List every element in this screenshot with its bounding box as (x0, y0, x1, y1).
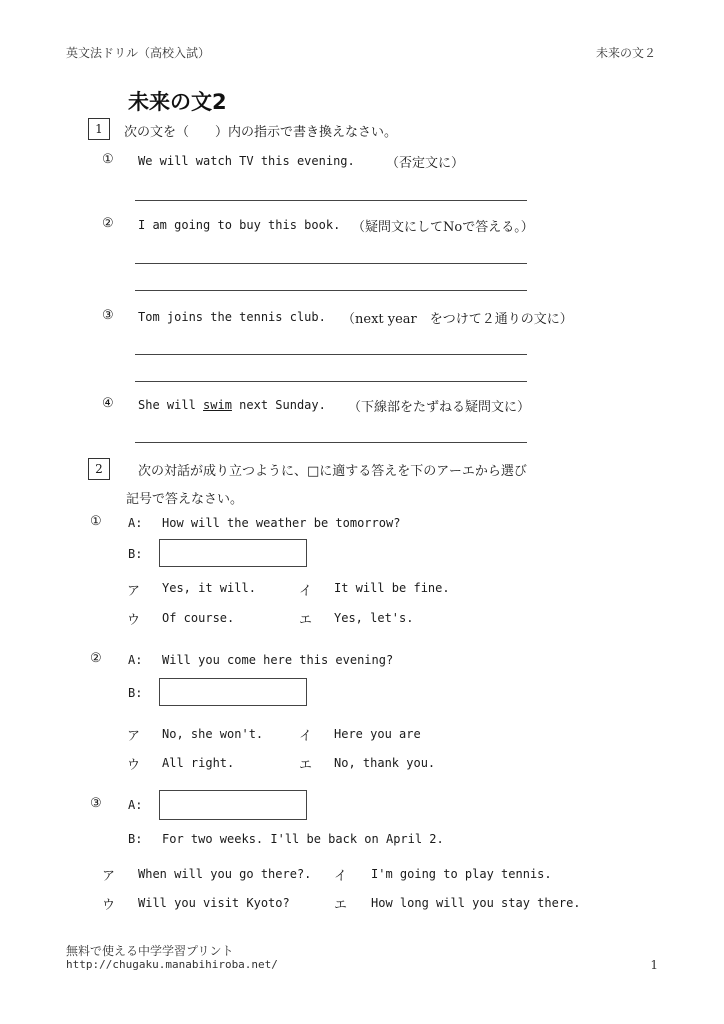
q1-3-answer-line-2[interactable] (135, 381, 527, 382)
q1-4-hint: （下線部をたずねる疑問文に） (348, 400, 531, 415)
q2-1-answer-box[interactable] (159, 539, 307, 567)
q1-1-answer-line[interactable] (135, 200, 527, 201)
q1-2-answer-line-2[interactable] (135, 290, 527, 291)
q1-3-marker: ③ (102, 308, 114, 323)
q2-2-option-e-text: No, thank you. (334, 756, 436, 770)
section-1-number: 1 (88, 118, 110, 140)
q2-2-option-e-label: エ (299, 758, 313, 773)
q1-4-underlined-word: swim (203, 398, 232, 412)
q2-1-option-u-label: ウ (127, 613, 141, 628)
q1-1-hint: （否定文に） (386, 156, 465, 171)
q2-1-option-e-label: エ (299, 613, 313, 628)
q2-1-option-u-text: Of course. (162, 611, 235, 625)
q2-3-option-i-text: I'm going to play tennis. (371, 867, 552, 881)
q2-2-option-i-text: Here you are (334, 727, 421, 741)
q2-1-option-i-text: It will be fine. (334, 581, 450, 595)
q1-4-sentence-pre: She will (138, 398, 204, 412)
page-title: 未来の文2 (128, 90, 227, 114)
q2-3-marker: ③ (90, 796, 102, 811)
q1-3-answer-line-1[interactable] (135, 354, 527, 355)
q1-4-marker: ④ (102, 396, 114, 411)
q1-1-marker: ① (102, 152, 114, 167)
q2-2-option-u-label: ウ (127, 758, 141, 773)
q2-1-option-a-text: Yes, it will. (162, 581, 256, 595)
q1-4-sentence (138, 398, 326, 412)
q2-3-option-e-label: エ (334, 898, 348, 913)
q2-2-option-u-text: All right. (162, 756, 235, 770)
q1-2-sentence: I am going to buy this book. (138, 218, 341, 232)
q2-1-a-label: A: (128, 516, 143, 530)
q2-2-a-text: Will you come here this evening? (162, 653, 394, 667)
q2-1-a-text: How will the weather be tomorrow? (162, 516, 401, 530)
q2-1-b-label: B: (128, 547, 143, 561)
q1-2-marker: ② (102, 216, 114, 231)
q2-2-b-label: B: (128, 686, 143, 700)
footer-title: 無料で使える中学学習プリント (66, 944, 234, 958)
q2-3-option-u-text: Will you visit Kyoto? (138, 896, 290, 910)
section-2-number: 2 (88, 458, 110, 480)
header-right: 未来の文２ (595, 46, 656, 60)
q2-2-option-a-text: No, she won't. (162, 727, 264, 741)
q2-3-option-a-label: ア (102, 869, 116, 884)
q2-3-a-label: A: (128, 798, 143, 812)
q1-2-hint: （疑問文にしてNoで答える。） (352, 220, 534, 235)
q2-3-b-label: B: (128, 832, 143, 846)
q2-2-a-label: A: (128, 653, 143, 667)
q2-1-option-i-label: イ (299, 584, 313, 599)
q2-3-option-u-label: ウ (102, 898, 116, 913)
section-2-instruction-line-1: 次の対話が成り立つように、□に適する答えを下のアーエから選び (138, 464, 527, 479)
q2-2-marker: ② (90, 651, 102, 666)
q2-3-b-text: For two weeks. I'll be back on April 2. (162, 832, 444, 846)
page-number: 1 (650, 958, 658, 972)
q2-3-option-e-text: How long will you stay there. (371, 896, 581, 910)
q2-2-option-a-label: ア (127, 729, 141, 744)
q2-1-marker: ① (90, 514, 102, 529)
section-1-instruction: 次の文を（ ）内の指示で書き換えなさい。 (124, 125, 398, 140)
q1-2-answer-line-1[interactable] (135, 263, 527, 264)
q1-4-sentence-post: next Sunday. (231, 398, 326, 412)
q2-3-option-a-text: When will you go there?. (138, 867, 312, 881)
q2-2-option-i-label: イ (299, 729, 313, 744)
footer-url[interactable]: http://chugaku.manabihiroba.net/ (66, 958, 278, 971)
q2-3-option-i-label: イ (334, 869, 348, 884)
q2-3-answer-box[interactable] (159, 790, 307, 820)
q1-3-sentence: Tom joins the tennis club. (138, 310, 326, 324)
section-2-instruction-line-2: 記号で答えなさい。 (126, 492, 244, 507)
q1-4-answer-line[interactable] (135, 442, 527, 443)
q2-1-option-e-text: Yes, let's. (334, 611, 414, 625)
header-left: 英文法ドリル（高校入試） (66, 46, 211, 60)
q1-3-hint: （next year をつけて２通りの文に） (342, 312, 573, 327)
q2-2-answer-box[interactable] (159, 678, 307, 706)
q2-1-option-a-label: ア (127, 584, 141, 599)
q1-1-sentence: We will watch TV this evening. (138, 154, 355, 168)
